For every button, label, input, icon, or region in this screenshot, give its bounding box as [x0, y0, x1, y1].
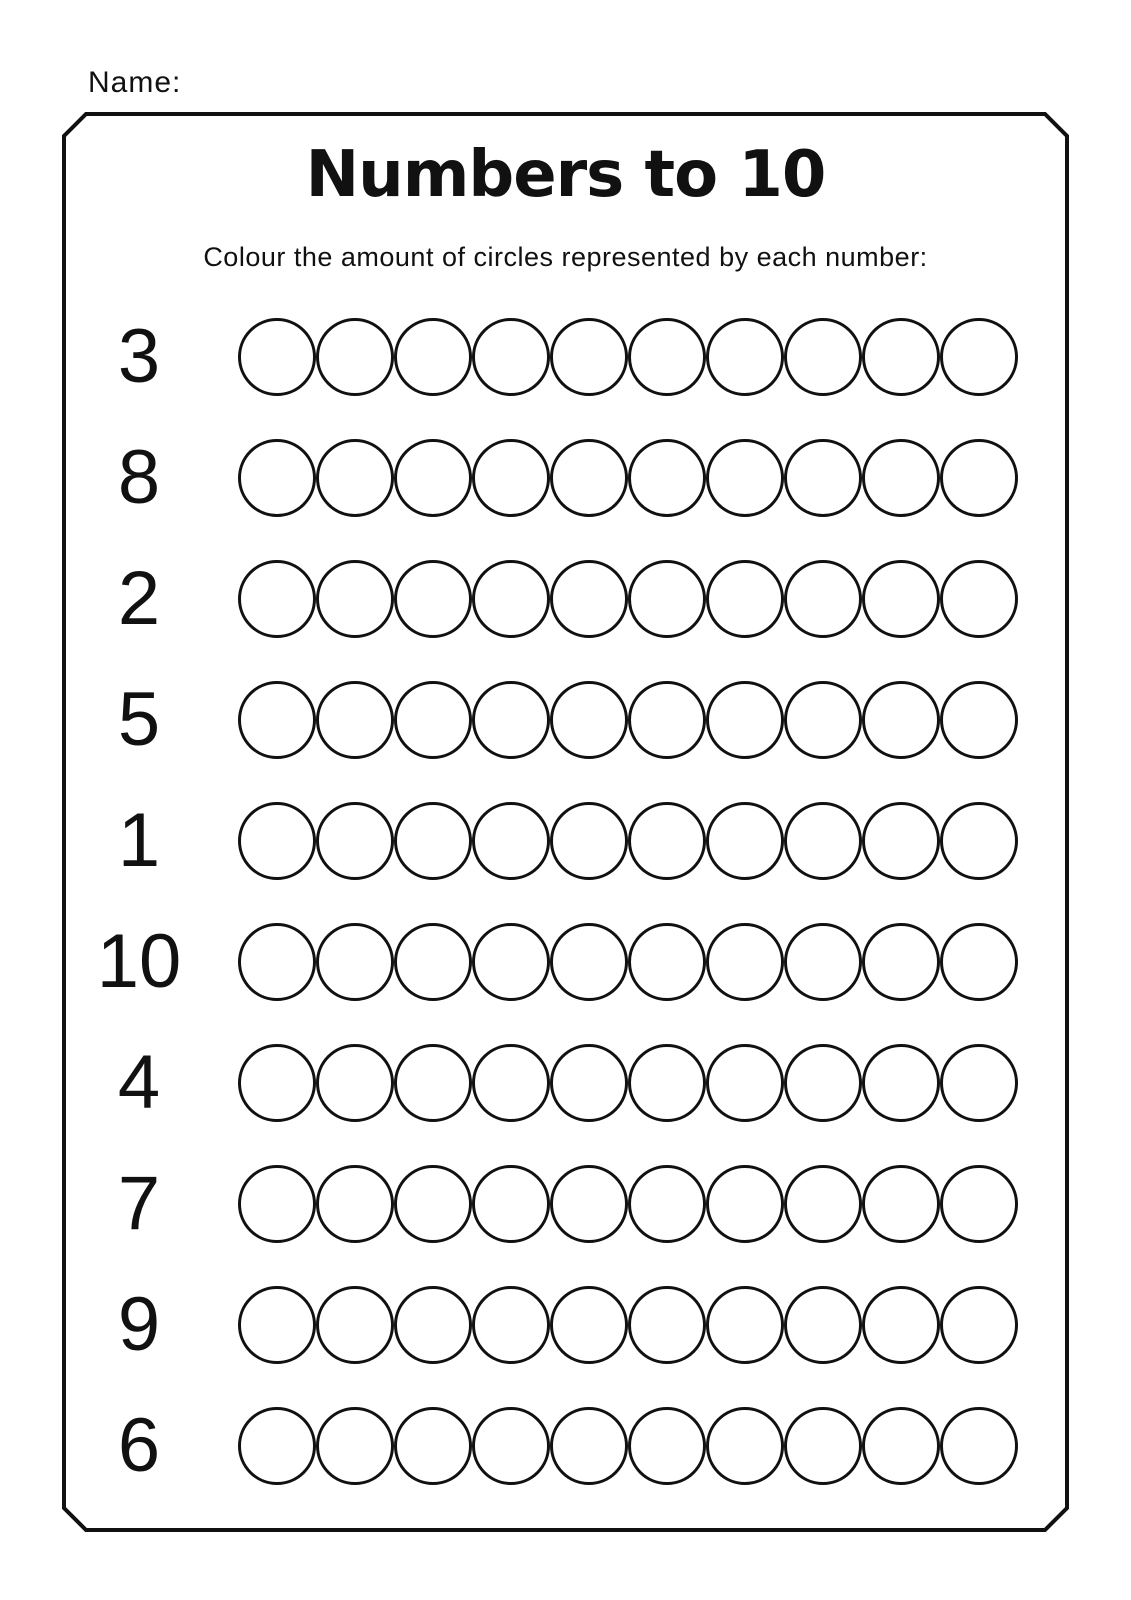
colour-circle[interactable] [706, 560, 784, 638]
colour-circle[interactable] [940, 560, 1018, 638]
number-row [64, 798, 1067, 883]
colour-circle[interactable] [784, 923, 862, 1001]
colour-circle[interactable] [706, 1165, 784, 1243]
colour-circle[interactable] [628, 1286, 706, 1364]
colour-circle[interactable] [316, 1286, 394, 1364]
circles-row [238, 681, 1018, 759]
colour-circle[interactable] [784, 1044, 862, 1122]
colour-circle[interactable] [550, 1407, 628, 1485]
colour-circle[interactable] [316, 1165, 394, 1243]
circles-row [238, 318, 1018, 396]
colour-circle[interactable] [784, 560, 862, 638]
circles-row [238, 1286, 1018, 1364]
colour-circle[interactable] [706, 1286, 784, 1364]
colour-circle[interactable] [238, 439, 316, 517]
colour-circle[interactable] [706, 1044, 784, 1122]
row-number-label: 4 [117, 1040, 161, 1125]
colour-circle[interactable] [394, 681, 472, 759]
colour-circle[interactable] [628, 802, 706, 880]
colour-circle[interactable] [550, 1044, 628, 1122]
colour-circle[interactable] [940, 1044, 1018, 1122]
colour-circle[interactable] [940, 1407, 1018, 1485]
colour-circle[interactable] [862, 560, 940, 638]
colour-circle[interactable] [862, 1044, 940, 1122]
colour-circle[interactable] [550, 802, 628, 880]
colour-circle[interactable] [550, 318, 628, 396]
number-row [64, 1282, 1067, 1367]
colour-circle[interactable] [394, 1286, 472, 1364]
colour-circle[interactable] [862, 1165, 940, 1243]
colour-circle[interactable] [472, 1044, 550, 1122]
colour-circle[interactable] [316, 439, 394, 517]
colour-circle[interactable] [316, 802, 394, 880]
page-title: Numbers to 10 [305, 138, 826, 212]
colour-circle[interactable] [862, 802, 940, 880]
colour-circle[interactable] [862, 439, 940, 517]
colour-circle[interactable] [550, 439, 628, 517]
circles-row [238, 1165, 1018, 1243]
colour-circle[interactable] [316, 1044, 394, 1122]
colour-circle[interactable] [472, 318, 550, 396]
colour-circle[interactable] [316, 1407, 394, 1485]
colour-circle[interactable] [628, 1407, 706, 1485]
circles-row [238, 923, 1018, 1001]
colour-circle[interactable] [472, 1165, 550, 1243]
colour-circle[interactable] [940, 681, 1018, 759]
number-row [64, 556, 1067, 641]
colour-circle[interactable] [394, 560, 472, 638]
colour-circle[interactable] [238, 1165, 316, 1243]
colour-circle[interactable] [394, 923, 472, 1001]
circles-row [238, 1044, 1018, 1122]
colour-circle[interactable] [706, 802, 784, 880]
colour-circle[interactable] [940, 1165, 1018, 1243]
row-number-label: 8 [117, 435, 161, 520]
colour-circle[interactable] [394, 802, 472, 880]
colour-circle[interactable] [784, 681, 862, 759]
rows-container [64, 314, 1067, 1528]
colour-circle[interactable] [238, 318, 316, 396]
colour-circle[interactable] [940, 802, 1018, 880]
number-row [64, 1403, 1067, 1488]
name-label: Name: [88, 66, 182, 99]
colour-circle[interactable] [238, 560, 316, 638]
colour-circle[interactable] [862, 1407, 940, 1485]
colour-circle[interactable] [316, 318, 394, 396]
row-number-label: 2 [117, 556, 161, 641]
colour-circle[interactable] [472, 1407, 550, 1485]
colour-circle[interactable] [706, 439, 784, 517]
colour-circle[interactable] [550, 681, 628, 759]
colour-circle[interactable] [628, 1165, 706, 1243]
row-number-label: 7 [117, 1161, 161, 1246]
colour-circle[interactable] [862, 681, 940, 759]
colour-circle[interactable] [472, 1286, 550, 1364]
number-row [64, 314, 1067, 399]
colour-circle[interactable] [238, 802, 316, 880]
colour-circle[interactable] [550, 1286, 628, 1364]
circles-row [238, 560, 1018, 638]
colour-circle[interactable] [784, 1286, 862, 1364]
colour-circle[interactable] [394, 439, 472, 517]
colour-circle[interactable] [706, 681, 784, 759]
number-row [64, 1040, 1067, 1125]
circles-row [238, 439, 1018, 517]
colour-circle[interactable] [940, 923, 1018, 1001]
colour-circle[interactable] [394, 318, 472, 396]
colour-circle[interactable] [550, 560, 628, 638]
colour-circle[interactable] [940, 318, 1018, 396]
colour-circle[interactable] [940, 439, 1018, 517]
colour-circle[interactable] [784, 1165, 862, 1243]
row-number-label: 5 [117, 677, 161, 762]
row-number-label: 3 [117, 314, 161, 399]
colour-circle[interactable] [628, 318, 706, 396]
colour-circle[interactable] [238, 681, 316, 759]
row-number-label: 1 [117, 798, 161, 883]
colour-circle[interactable] [472, 923, 550, 1001]
colour-circle[interactable] [472, 802, 550, 880]
colour-circle[interactable] [316, 560, 394, 638]
colour-circle[interactable] [550, 1165, 628, 1243]
colour-circle[interactable] [706, 1407, 784, 1485]
colour-circle[interactable] [784, 439, 862, 517]
colour-circle[interactable] [862, 923, 940, 1001]
instruction-text: Colour the amount of circles represented by each number: [203, 242, 928, 272]
colour-circle[interactable] [784, 318, 862, 396]
colour-circle[interactable] [862, 1286, 940, 1364]
colour-circle[interactable] [394, 1044, 472, 1122]
colour-circle[interactable] [238, 1407, 316, 1485]
colour-circle[interactable] [238, 1044, 316, 1122]
colour-circle[interactable] [862, 318, 940, 396]
colour-circle[interactable] [238, 1286, 316, 1364]
row-number-label: 9 [117, 1282, 161, 1367]
colour-circle[interactable] [394, 1407, 472, 1485]
worksheet-content [64, 114, 1067, 1530]
row-number-label: 6 [117, 1403, 161, 1488]
row-number-label: 10 [96, 919, 182, 1004]
colour-circle[interactable] [784, 802, 862, 880]
colour-circle[interactable] [706, 923, 784, 1001]
colour-circle[interactable] [784, 1407, 862, 1485]
number-row [64, 1161, 1067, 1246]
colour-circle[interactable] [628, 1044, 706, 1122]
colour-circle[interactable] [628, 923, 706, 1001]
colour-circle[interactable] [940, 1286, 1018, 1364]
colour-circle[interactable] [628, 560, 706, 638]
number-row [64, 677, 1067, 762]
colour-circle[interactable] [238, 923, 316, 1001]
circles-row [238, 802, 1018, 880]
number-row [64, 919, 1067, 1004]
colour-circle[interactable] [316, 923, 394, 1001]
circles-row [238, 1407, 1018, 1485]
colour-circle[interactable] [628, 681, 706, 759]
colour-circle[interactable] [550, 923, 628, 1001]
colour-circle[interactable] [472, 560, 550, 638]
colour-circle[interactable] [628, 439, 706, 517]
colour-circle[interactable] [472, 681, 550, 759]
colour-circle[interactable] [394, 1165, 472, 1243]
colour-circle[interactable] [472, 439, 550, 517]
number-row [64, 435, 1067, 520]
colour-circle[interactable] [316, 681, 394, 759]
colour-circle[interactable] [706, 318, 784, 396]
